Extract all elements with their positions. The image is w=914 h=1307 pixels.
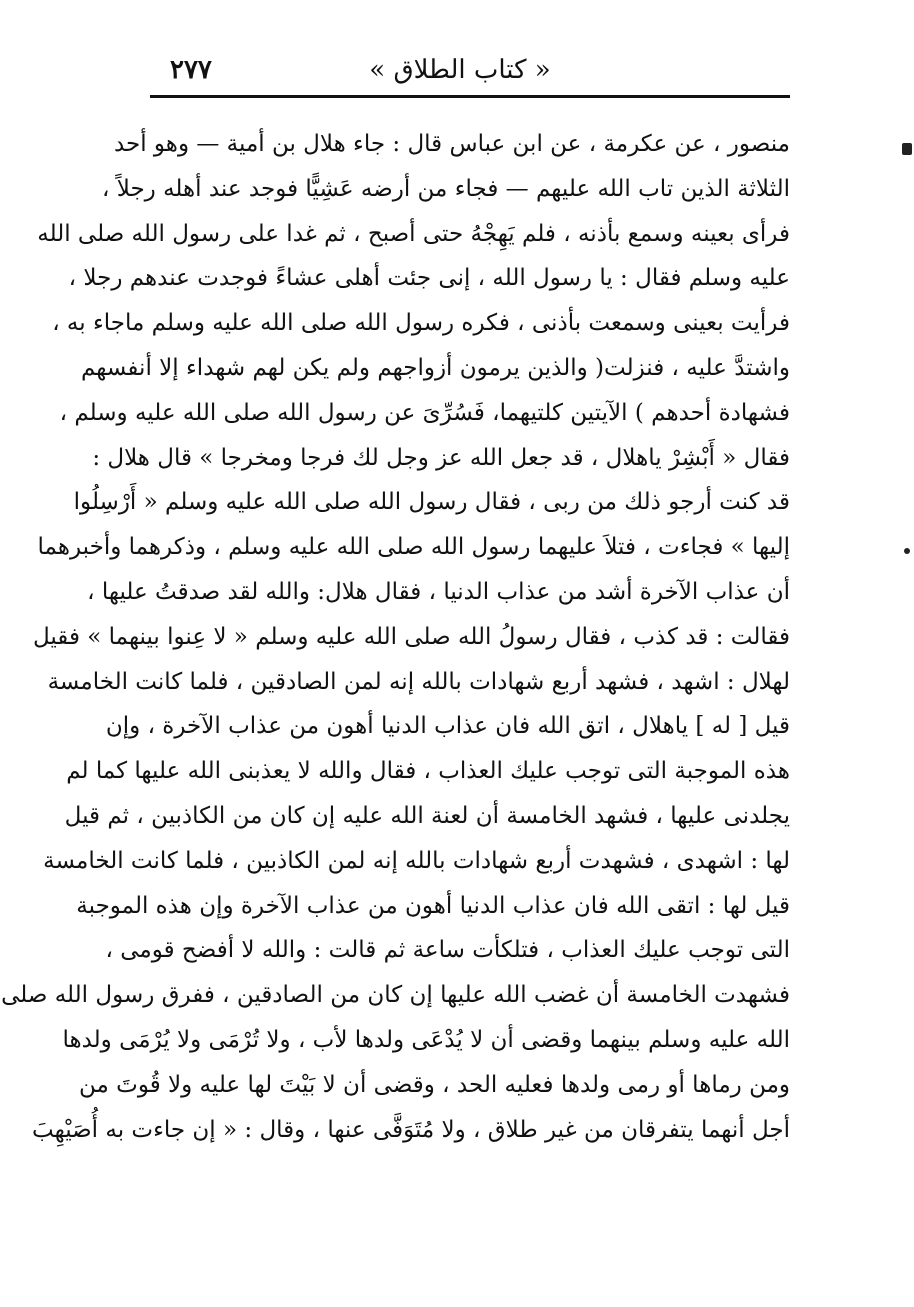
- body-text: [1, 122, 790, 1152]
- text-line: التى توجب عليك العذاب ، فتلكأت ساعة ثم قالت : والله لا أفضح قومى ،: [105, 937, 790, 964]
- text-line: إليها » فجاءت ، فتلاَ عليهما رسول الله صلى الله عليه وسلم ، وذكرهما وأخبرهما: [37, 534, 790, 561]
- margin-mark: [902, 143, 912, 155]
- text-line: قيل [ له ] ياهلال ، اتق الله فان عذاب الدنيا أهون من عذاب الآخرة ، وإن: [105, 713, 790, 740]
- text-line: لها : اشهدى ، فشهدت أربع شهادات بالله إنه لمن الكاذبين ، فلما كانت الخامسة: [43, 847, 790, 874]
- text-line: عليه وسلم فقال : يا رسول الله ، إنى جئت أهلى عشاءً فوجدت عندهم رجلا ،: [68, 265, 790, 292]
- header-divider: [150, 95, 790, 98]
- margin-mark: [904, 548, 910, 554]
- text-line: منصور ، عن عكرمة ، عن ابن عباس قال : جاء هلال بن أمية — وهو أحد: [113, 131, 790, 157]
- text-line: ومن رماها أو رمى ولدها فعليه الحد ، وقضى أن لا بَيْتَ لها عليه ولا قُوتَ من: [79, 1071, 790, 1098]
- text-line: فقالت : قد كذب ، فقال رسولُ الله صلى الله عليه وسلم « لا عِنوا بينهما » فقيل: [32, 623, 790, 650]
- text-line: هذه الموجبة التى توجب عليك العذاب ، فقال والله لا يعذبنى الله عليها كما لم: [66, 758, 790, 785]
- text-line: فشهادة أحدهم ) الآيتين كلتيهما، فَسُرِّىَ عن رسول الله صلى الله عليه وسلم ،: [59, 399, 790, 426]
- text-line: يجلدنى عليها ، فشهد الخامسة أن لعنة الله عليه إن كان من الكاذبين ، ثم قيل: [64, 802, 790, 829]
- text-line: الثلاثة الذين تاب الله عليهم — فجاء من أرضه عَشِيًّا فوجد عند أهله رجلاً ،: [101, 175, 790, 202]
- page-number: ٢٧٧: [170, 55, 212, 85]
- running-title: « كتاب الطلاق »: [369, 55, 551, 85]
- text-line: واشتدَّ عليه ، فنزلت( والذين يرمون أزواجهم ولم يكن لهم شهداء إلا أنفسهم: [81, 354, 790, 381]
- text-line: فقال « أَبْشِرْ ياهلال ، قد جعل الله عز وجل لك فرجا ومخرجا » قال هلال :: [92, 444, 790, 471]
- text-line: الله عليه وسلم بينهما وقضى أن لا يُدْعَى ولدها لأب ، ولا تُرْمَى ولا يُرْمَى ولدها: [62, 1026, 790, 1053]
- text-line: فرأى بعينه وسمع بأذنه ، فلم يَهِجْهُ حتى أصبح ، ثم غدا على رسول الله صلى الله: [37, 220, 790, 247]
- text-line: فرأيت بعينى وسمعت بأذنى ، فكره رسول الله صلى الله عليه وسلم ماجاء به ،: [52, 310, 790, 337]
- text-line: قد كنت أرجو ذلك من ربى ، فقال رسول الله صلى الله عليه وسلم « أَرْسِلُوا: [73, 489, 790, 516]
- text-line: قيل لها : اتقى الله فان عذاب الدنيا أهون من عذاب الآخرة وإن هذه الموجبة: [76, 892, 790, 919]
- text-line: لهلال : اشهد ، فشهد أربع شهادات بالله إنه لمن الصادقين ، فلما كانت الخامسة: [47, 668, 790, 695]
- text-line: فشهدت الخامسة أن غضب الله عليها إن كان من الصادقين ، ففرق رسول الله صلى: [1, 982, 790, 1009]
- text-line: أجل أنهما يتفرقان من غير طلاق ، ولا مُتَوَفَّى عنها ، وقال : « إن جاءت به أُصَيْهِبَ: [32, 1116, 790, 1143]
- text-line: أن عذاب الآخرة أشد من عذاب الدنيا ، فقال هلال: والله لقد صدقتُ عليها ،: [87, 578, 790, 605]
